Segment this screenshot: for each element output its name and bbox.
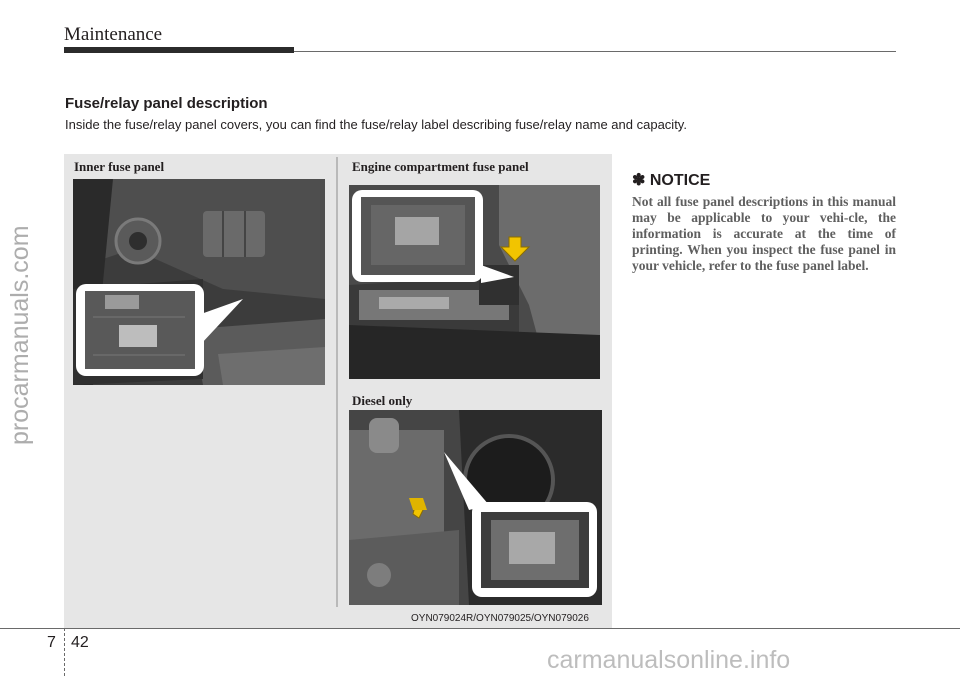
notice-title-text: NOTICE [649,172,711,189]
notice-star-icon: ✽ [632,172,646,189]
watermark-side: procarmanuals.com [6,225,34,445]
inner-fuse-panel-label: Inner fuse panel [74,159,165,174]
footer-rule [0,628,960,629]
inner-fuse-panel-photo [73,179,325,385]
header-rule-thick [64,47,294,53]
section-title: Maintenance [64,24,163,45]
figure-code: OYN079024R/OYN079025/OYN079026 [411,613,589,624]
footer-tick [64,628,65,676]
watermark-bottom: carmanualsonline.info [547,646,791,674]
engine-fuse-panel-photo [349,185,600,379]
engine-fuse-panel-label: Engine compartment fuse panel [352,159,529,174]
header-rule-thin [294,51,896,52]
figure-divider [336,157,338,607]
notice-title [632,170,710,190]
page-heading: Fuse/relay panel description [65,95,268,112]
notice-body: Not all fuse panel descriptions in this manual may be applicable to your vehi-cle, the information is accurate at the time of printing. When you inspect the fuse panel in your vehicle, refer to the fuse panel label. [632,194,896,273]
diesel-fuse-panel-photo [349,410,602,605]
intro-paragraph: Inside the fuse/relay panel covers, you can find the fuse/relay label describing fuse/relay name and capacity. [65,117,687,132]
page-chapter: 7 [47,634,56,651]
diesel-only-label: Diesel only [352,393,413,408]
page-number: 42 [71,634,89,651]
